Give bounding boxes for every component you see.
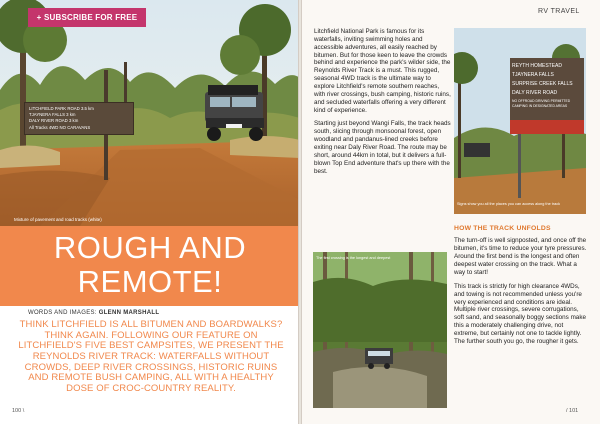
sign-photo <box>454 28 586 214</box>
sign-photo-illustration <box>454 28 586 214</box>
sign-photo-caption: Signs show you all the places you can access along the track <box>457 202 560 206</box>
page-number-right: / 101 <box>566 408 579 414</box>
road-sign-line: LITCHFIELD PARK ROAD 3.5 km <box>29 106 94 111</box>
article-title-line-1: ROUGH AND <box>53 230 247 265</box>
page-number-left: 100 \ <box>12 408 25 414</box>
standfirst: THINK LITCHFIELD IS ALL BITUMEN AND BOARDWALKS? THINK AGAIN. FOLLOWING OUR FEATURE ON LITCHFIELD'S FIVE BEST CAMPSITES, WE PRESENT THE REYNOLDS RIVER TRACK: WATERFALLS WITHOUT CROWDS, DEEP RIVER CROSSINGS, HISTORIC RUINS AND REMOTE BUSH CAMPING, ALL WITH A HEALTHY DOSE OF CROC-COUNTRY REALITY. <box>18 319 284 394</box>
body-paragraph: Litchfield National Park is famous for its waterfalls, inviting swimming holes and accessible adventures, all easily reached by bitumen. But for those keen to leave the crowds behind and experience the park's wilder side, the Reynolds River Track is a must. This rugged, seasonal 4WD track is the ultimate way to explore Litchfield's remote southern reaches, with river crossings, bush camping, historic ruins, and secluded waterfalls offering a very different kind of experience. <box>314 28 451 114</box>
creek-crossing-photo <box>313 252 447 408</box>
body-paragraph: This track is strictly for high clearance 4WDs, and towing is not recommended unless you're very experienced and conditions are ideal. Multiple river crossings, severe corrugations, soft sand, and seasonally boggy sections make this a moderately challenging drive, not extreme, but certainly not one to tackle lightly. The further south you go, the rougher it gets. <box>454 282 586 345</box>
creek-photo-caption: The first crossing is the longest and deepest <box>316 256 391 260</box>
byline-author: GLENN MARSHALL <box>98 310 160 316</box>
body-paragraph: Starting just beyond Wangi Falls, the track heads south, slicing through monsoonal forest, open woodland and pandanus-lined creeks before exiting near Daly River Road. The route may be short, around 44km in total, but it delivers a full-blown Top End adventure that's up there with the best. <box>314 120 451 175</box>
sign-line: NO OFFROAD DRIVING PERMITTED <box>512 99 571 103</box>
road-sign <box>24 102 134 135</box>
sign-line: CAMPING IN DESIGNATED AREAS <box>512 104 568 109</box>
subhead: HOW THE TRACK UNFOLDS <box>454 225 551 232</box>
byline-label: WORDS AND IMAGES: <box>28 310 97 316</box>
road-sign-line: TJAYNERA FALLS 3 km <box>29 112 76 118</box>
sign-line: DALY RIVER ROAD <box>512 90 558 96</box>
road-sign-line: All Tracks 4WD NO CARAVANS <box>29 124 91 130</box>
sign-photo-board <box>512 62 584 110</box>
hero-photo-caption: Mixture of pavement and road tracks (white) <box>14 217 102 222</box>
article-title-line-2: REMOTE! <box>77 264 223 299</box>
spine <box>298 0 302 424</box>
hero-photo <box>0 0 300 226</box>
sign-line: REYTH HOMESTEAD <box>512 63 563 69</box>
body-column-2 <box>454 225 588 352</box>
road-sign-line: DALY RIVER ROAD 3 km <box>29 118 79 124</box>
sign-line: TJAYNERA FALLS <box>512 72 554 78</box>
body-paragraph: The turn-off is well signposted, and once off the bitumen, it's time to reduce your tyre pressures. Around the first bend is the longest and often deepest water crossing on the track. What a way to start! <box>454 237 587 276</box>
body-column-1 <box>314 28 452 181</box>
sign-line: SURPRISE CREEK FALLS <box>512 81 573 87</box>
byline <box>28 310 159 316</box>
subscribe-button[interactable]: + SUBSCRIBE FOR FREE <box>28 8 146 27</box>
creek-photo-illustration <box>313 252 447 408</box>
section-tag: RV TRAVEL <box>538 8 580 15</box>
